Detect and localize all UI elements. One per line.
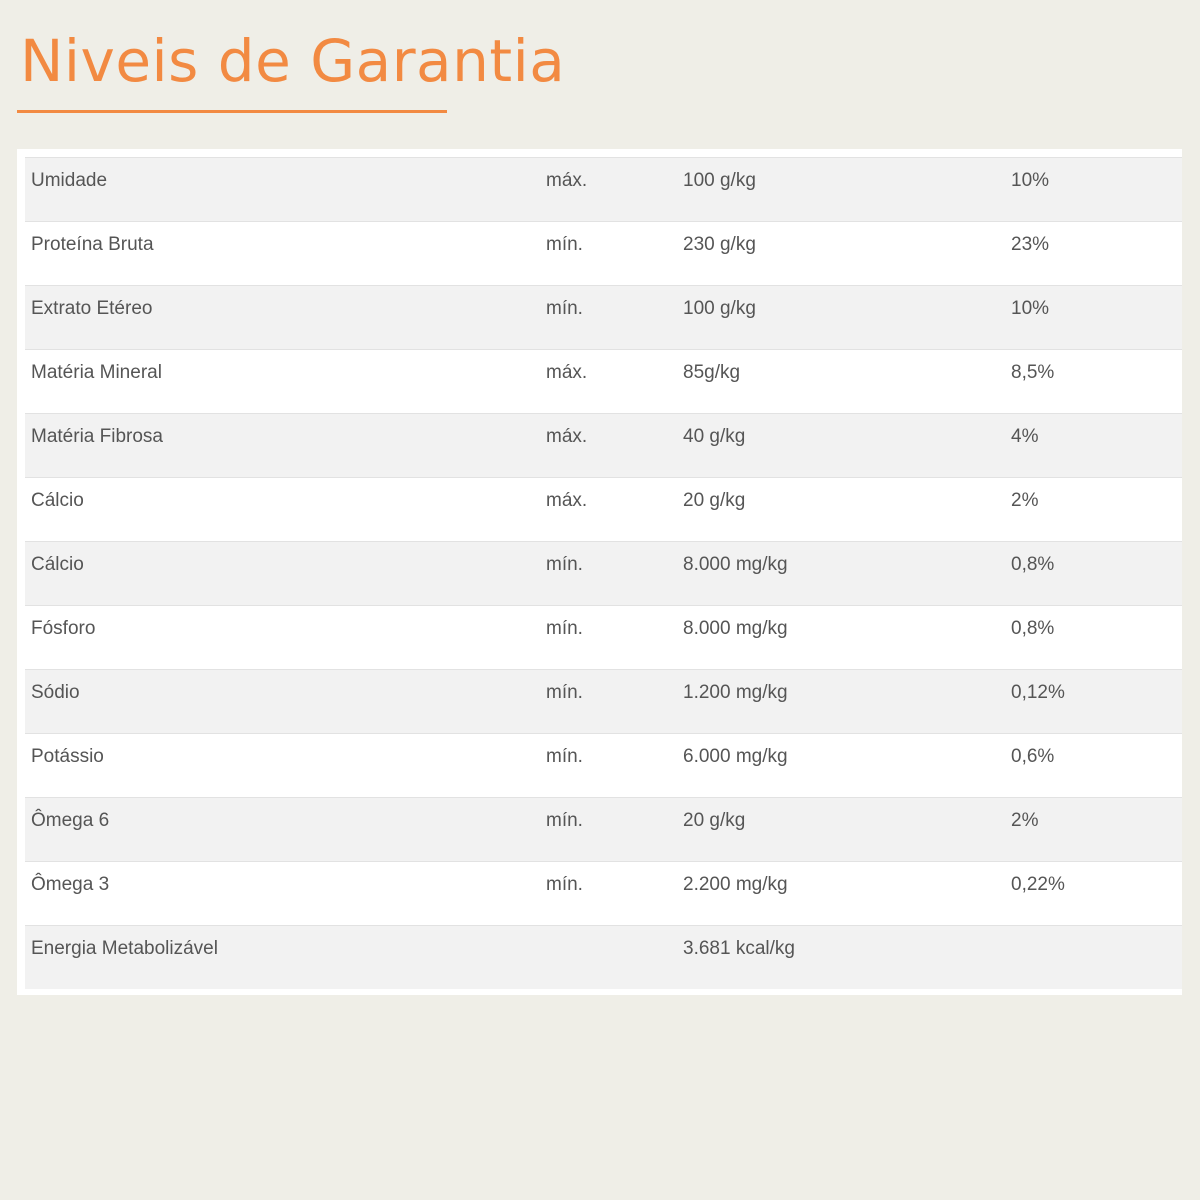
- percent-cell: 2%: [1011, 490, 1039, 511]
- table-row: [25, 797, 1182, 861]
- limit-cell: mín.: [546, 874, 583, 895]
- table-body: [25, 157, 1182, 989]
- table-row: [25, 157, 1182, 221]
- nutrient-name-cell: Cálcio: [31, 554, 84, 575]
- amount-cell: 6.000 mg/kg: [683, 746, 788, 767]
- percent-cell: 0,6%: [1011, 746, 1055, 767]
- limit-cell: mín.: [546, 618, 583, 639]
- table-row: [25, 925, 1182, 989]
- table-row: [25, 861, 1182, 925]
- limit-cell: mín.: [546, 682, 583, 703]
- amount-cell: 1.200 mg/kg: [683, 682, 788, 703]
- amount-cell: 230 g/kg: [683, 234, 756, 255]
- percent-cell: 0,8%: [1011, 554, 1055, 575]
- percent-cell: 0,22%: [1011, 874, 1065, 895]
- amount-cell: 8.000 mg/kg: [683, 618, 788, 639]
- percent-cell: 8,5%: [1011, 362, 1055, 383]
- table-row: [25, 605, 1182, 669]
- guarantee-table: [17, 149, 1182, 995]
- table-row: [25, 349, 1182, 413]
- nutrient-name-cell: Fósforo: [31, 618, 96, 639]
- amount-cell: 85g/kg: [683, 362, 741, 383]
- table-row: [25, 477, 1182, 541]
- amount-cell: 40 g/kg: [683, 426, 746, 447]
- limit-cell: mín.: [546, 234, 583, 255]
- title-underline: [17, 110, 447, 113]
- limit-cell: mín.: [546, 746, 583, 767]
- table-row: [25, 669, 1182, 733]
- nutrient-name-cell: Sódio: [31, 682, 80, 703]
- limit-cell: máx.: [546, 170, 588, 191]
- percent-cell: 10%: [1011, 298, 1050, 319]
- percent-cell: 2%: [1011, 810, 1039, 831]
- amount-cell: 100 g/kg: [683, 298, 756, 319]
- limit-cell: máx.: [546, 426, 588, 447]
- table-row: [25, 413, 1182, 477]
- amount-cell: 3.681 kcal/kg: [683, 938, 795, 959]
- limit-cell: máx.: [546, 490, 588, 511]
- limit-cell: mín.: [546, 554, 583, 575]
- percent-cell: 10%: [1011, 170, 1050, 191]
- page-title: Niveis de Garantia: [20, 27, 566, 95]
- nutrient-name-cell: Ômega 3: [31, 874, 110, 895]
- percent-cell: 0,12%: [1011, 682, 1065, 703]
- table-row: [25, 221, 1182, 285]
- nutrient-name-cell: Extrato Etéreo: [31, 298, 153, 319]
- percent-cell: 4%: [1011, 426, 1039, 447]
- amount-cell: 20 g/kg: [683, 810, 746, 831]
- table-row: [25, 285, 1182, 349]
- nutrient-name-cell: Matéria Mineral: [31, 362, 162, 383]
- nutrient-name-cell: Ômega 6: [31, 810, 110, 831]
- amount-cell: 8.000 mg/kg: [683, 554, 788, 575]
- limit-cell: mín.: [546, 810, 583, 831]
- nutrient-name-cell: Potássio: [31, 746, 104, 767]
- nutrient-name-cell: Umidade: [31, 170, 108, 191]
- nutrient-name-cell: Proteína Bruta: [31, 234, 154, 255]
- amount-cell: 20 g/kg: [683, 490, 746, 511]
- amount-cell: 100 g/kg: [683, 170, 756, 191]
- amount-cell: 2.200 mg/kg: [683, 874, 788, 895]
- nutrient-name-cell: Matéria Fibrosa: [31, 426, 163, 447]
- percent-cell: 23%: [1011, 234, 1050, 255]
- nutrient-name-cell: Energia Metabolizável: [31, 938, 218, 959]
- table-row: [25, 733, 1182, 797]
- percent-cell: 0,8%: [1011, 618, 1055, 639]
- table-row: [25, 541, 1182, 605]
- limit-cell: máx.: [546, 362, 588, 383]
- limit-cell: mín.: [546, 298, 583, 319]
- nutrient-name-cell: Cálcio: [31, 490, 84, 511]
